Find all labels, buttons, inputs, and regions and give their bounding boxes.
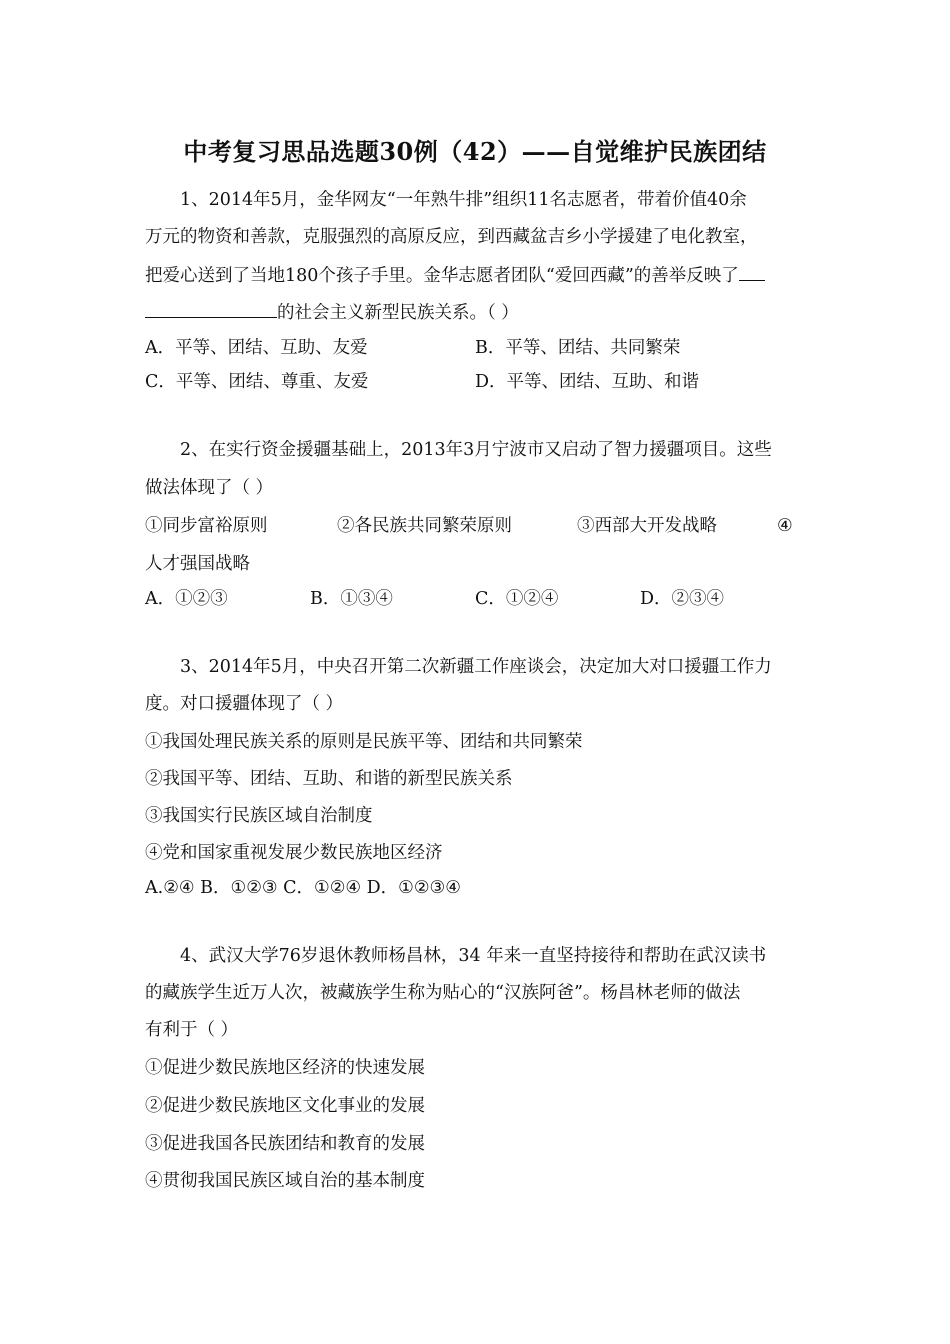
q4-line-1: 4、武汉大学76岁退休教师杨昌林，34 年来一直坚持接待和帮助在武汉读书 (180, 946, 767, 966)
q3-item-1: ①我国处理民族关系的原则是民族平等、团结和共同繁荣 (145, 732, 583, 752)
q2-item-2: ②各民族共同繁荣原则 (337, 516, 512, 536)
q1-line-3 (145, 262, 765, 288)
q2-line-1: 2、在实行资金援疆基础上，2013年3月宁波市又启动了智力援疆项目。这些 (180, 440, 772, 460)
q2-item-1: ①同步富裕原则 (145, 516, 268, 536)
q1-line-1: 1、2014年5月，金华网友“一年熟牛排”组织11名志愿者，带着价值40余 (180, 190, 747, 210)
q1-option-d: D．平等、团结、互助、和谐 (475, 372, 700, 392)
q1-line-4 (145, 299, 519, 325)
q2-item-4: ④ (777, 516, 793, 536)
q1-blank-end (739, 262, 765, 281)
q1-option-a: A．平等、团结、互助、友爱 (145, 338, 368, 358)
q1-option-b: B．平等、团结、共同繁荣 (475, 338, 681, 358)
q2-option-d: D．②③④ (640, 589, 725, 609)
q2-item-4-cont: 人才强国战略 (145, 554, 250, 574)
q2-option-c: C．①②④ (475, 589, 559, 609)
q2-item-3: ③西部大开发战略 (577, 516, 717, 536)
q4-line-2: 的藏族学生近万人次，被藏族学生称为贴心的“汉族阿爸”。杨昌林老师的做法 (145, 983, 741, 1003)
q1-line-2: 万元的物资和善款，克服强烈的高原反应，到西藏盆吉乡小学援建了电化教室， (145, 227, 758, 247)
q3-line-1: 3、2014年5月，中央召开第二次新疆工作座谈会，决定加大对口援疆工作力 (180, 657, 772, 677)
q3-item-3: ③我国实行民族区域自治制度 (145, 806, 373, 826)
q2-option-b: B．①③④ (310, 589, 393, 609)
q1-line-4-text: 的社会主义新型民族关系。（ ） (277, 303, 519, 323)
q2-line-2: 做法体现了（ ） (145, 478, 274, 498)
q4-item-1: ①促进少数民族地区经济的快速发展 (145, 1058, 425, 1078)
q4-item-4: ④贯彻我国民族区域自治的基本制度 (145, 1171, 425, 1191)
q1-blank (145, 299, 277, 318)
q3-line-2: 度。对口援疆体现了（ ） (145, 694, 344, 714)
q1-line-3-text: 把爱心送到了当地180个孩子手里。金华志愿者团队“爱回西藏”的善举反映了 (145, 266, 739, 286)
q4-line-3: 有利于（ ） (145, 1020, 239, 1040)
q4-item-2: ②促进少数民族地区文化事业的发展 (145, 1096, 425, 1116)
q3-options: A.②④ B．①②③ C．①②④ D．①②③④ (145, 878, 461, 898)
q1-option-c: C．平等、团结、尊重、友爱 (145, 372, 369, 392)
page-title: 中考复习思品选题30例（42）——自觉维护民族团结 (183, 137, 767, 166)
q2-option-a: A．①②③ (145, 589, 228, 609)
q3-item-2: ②我国平等、团结、互助、和谐的新型民族关系 (145, 769, 513, 789)
q4-item-3: ③促进我国各民族团结和教育的发展 (145, 1134, 425, 1154)
q3-item-4: ④党和国家重视发展少数民族地区经济 (145, 843, 443, 863)
